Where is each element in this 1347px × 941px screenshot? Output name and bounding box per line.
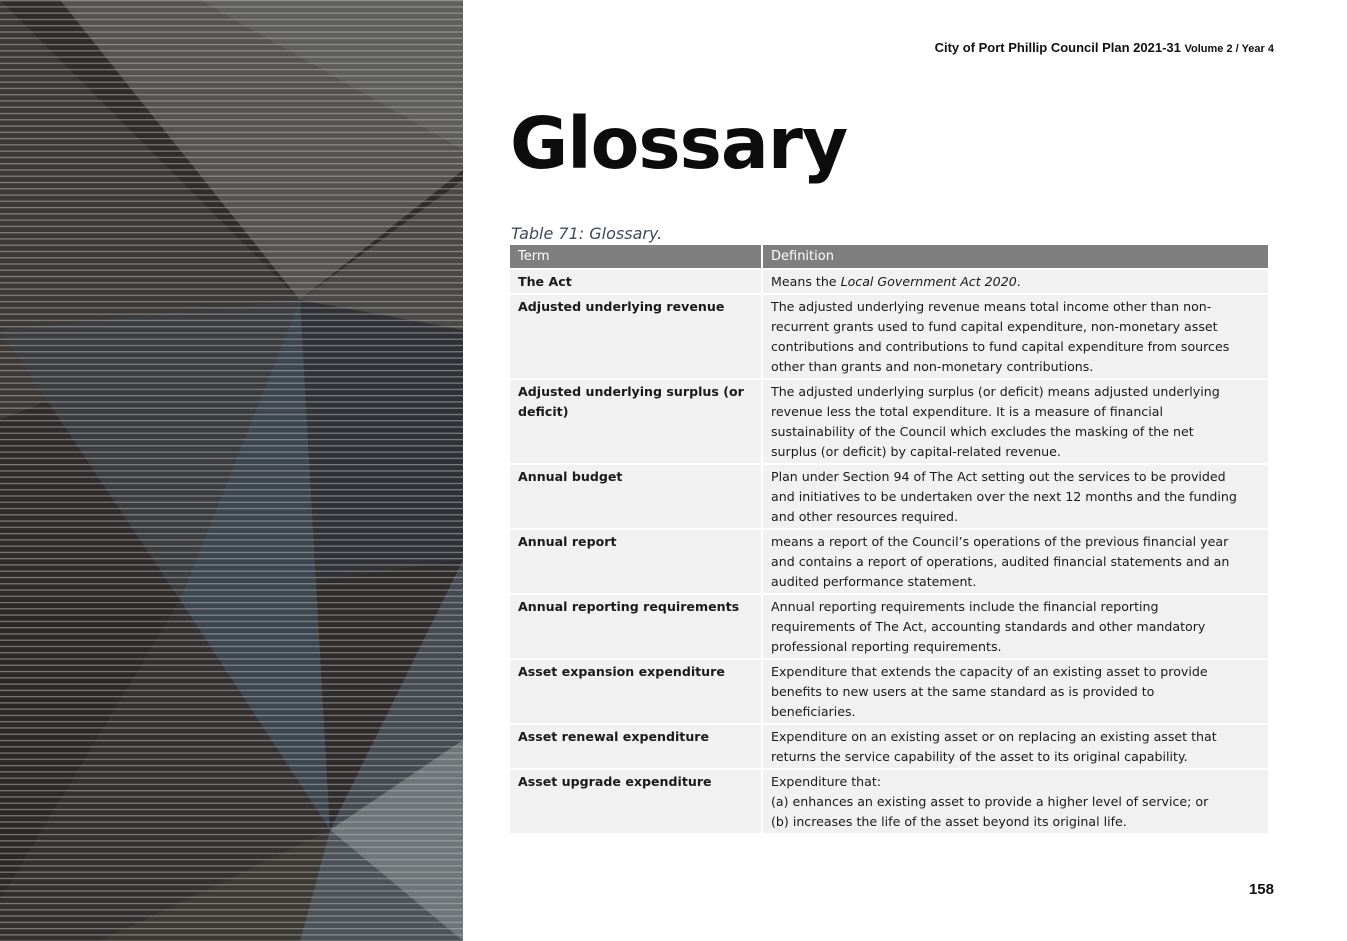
definition-line: means a report of the Council’s operations of the previous financial year: [771, 534, 1229, 549]
definition-line: audited performance statement.: [771, 574, 977, 589]
glossary-table: [510, 245, 1268, 833]
running-header-volume: Volume 2 / Year 4: [1184, 43, 1274, 55]
definition-prefix: Means the: [771, 274, 841, 289]
definition-cell: [761, 378, 1268, 463]
definition-cell: [761, 463, 1268, 528]
definition-line: and initiatives to be undertaken over the next 12 months and the funding: [771, 489, 1237, 504]
table-row: [510, 658, 1268, 723]
table-caption: Table 71: Glossary.: [511, 224, 663, 243]
definition-line: contributions and contributions to fund capital expenditure from sources: [771, 339, 1230, 354]
term-cell: Annual budget: [510, 463, 761, 528]
definition-cell: [761, 293, 1268, 378]
definition-line: The adjusted underlying revenue means total income other than non-: [771, 299, 1212, 314]
term-cell: Adjusted underlying revenue: [510, 293, 761, 378]
table-row: [510, 463, 1268, 528]
page-number: 158: [1248, 881, 1274, 898]
page-title: Glossary: [510, 102, 848, 185]
table-row: [510, 378, 1268, 463]
table-row: [510, 293, 1268, 378]
definition-line: The adjusted underlying surplus (or deficit) means adjusted underlying: [771, 384, 1220, 399]
table-row: [510, 593, 1268, 658]
definition-line: recurrent grants used to fund capital expenditure, non-monetary asset: [771, 319, 1218, 334]
definition-line: Plan under Section 94 of The Act setting out the services to be provided: [771, 469, 1226, 484]
running-header: [935, 40, 1274, 55]
definition-line: benefits to new users at the same standard as is provided to: [771, 684, 1155, 699]
running-header-title: City of Port Phillip Council Plan 2021-31: [934, 40, 1181, 55]
definition-cell: [761, 268, 1268, 293]
table-header-row: [510, 245, 1268, 268]
definition-cell: [761, 768, 1268, 833]
definition-suffix: .: [1016, 274, 1021, 289]
definition-line: revenue less the total expenditure. It is a measure of financial: [771, 404, 1163, 419]
column-header-definition: Definition: [761, 245, 1268, 268]
definition-line: Expenditure that extends the capacity of an existing asset to provide: [771, 664, 1208, 679]
definition-line: returns the service capability of the asset to its original capability.: [771, 749, 1188, 764]
table-row: [510, 268, 1268, 293]
term-cell: Annual reporting requirements: [510, 593, 761, 658]
definition-line: and contains a report of operations, audited financial statements and an: [771, 554, 1230, 569]
definition-cell: [761, 528, 1268, 593]
definition-line: sustainability of the Council which excludes the masking of the net: [771, 424, 1194, 439]
definition-line: Expenditure that:: [771, 774, 882, 789]
definition-cell: [761, 593, 1268, 658]
table-row: [510, 768, 1268, 833]
definition-line: and other resources required.: [771, 509, 959, 524]
column-header-term: Term: [510, 245, 761, 268]
geometric-pattern-graphic: [0, 0, 463, 941]
document-page: [463, 0, 1347, 941]
definition-line: beneficiaries.: [771, 704, 856, 719]
term-cell: Asset renewal expenditure: [510, 723, 761, 768]
term-cell: The Act: [510, 268, 761, 293]
decorative-side-panel: [0, 0, 463, 941]
definition-line: requirements of The Act, accounting standards and other mandatory: [771, 619, 1206, 634]
definition-line: (b) increases the life of the asset beyond its original life.: [771, 814, 1127, 829]
definition-line: Annual reporting requirements include the financial reporting: [771, 599, 1159, 614]
definition-line: surplus (or deficit) by capital-related revenue.: [771, 444, 1061, 459]
definition-line: other than grants and non-monetary contributions.: [771, 359, 1094, 374]
table-row: [510, 723, 1268, 768]
definition-cell: [761, 723, 1268, 768]
definition-cell: [761, 658, 1268, 723]
term-cell: Asset upgrade expenditure: [510, 768, 761, 833]
term-cell: Adjusted underlying surplus (or deficit): [510, 378, 761, 463]
definition-line: professional reporting requirements.: [771, 639, 1002, 654]
table-row: [510, 528, 1268, 593]
act-title-emphasis: Local Government Act 2020: [840, 274, 1017, 289]
definition-line: (a) enhances an existing asset to provide a higher level of service; or: [771, 794, 1209, 809]
definition-line: Expenditure on an existing asset or on replacing an existing asset that: [771, 729, 1217, 744]
term-cell: Annual report: [510, 528, 761, 593]
term-cell: Asset expansion expenditure: [510, 658, 761, 723]
